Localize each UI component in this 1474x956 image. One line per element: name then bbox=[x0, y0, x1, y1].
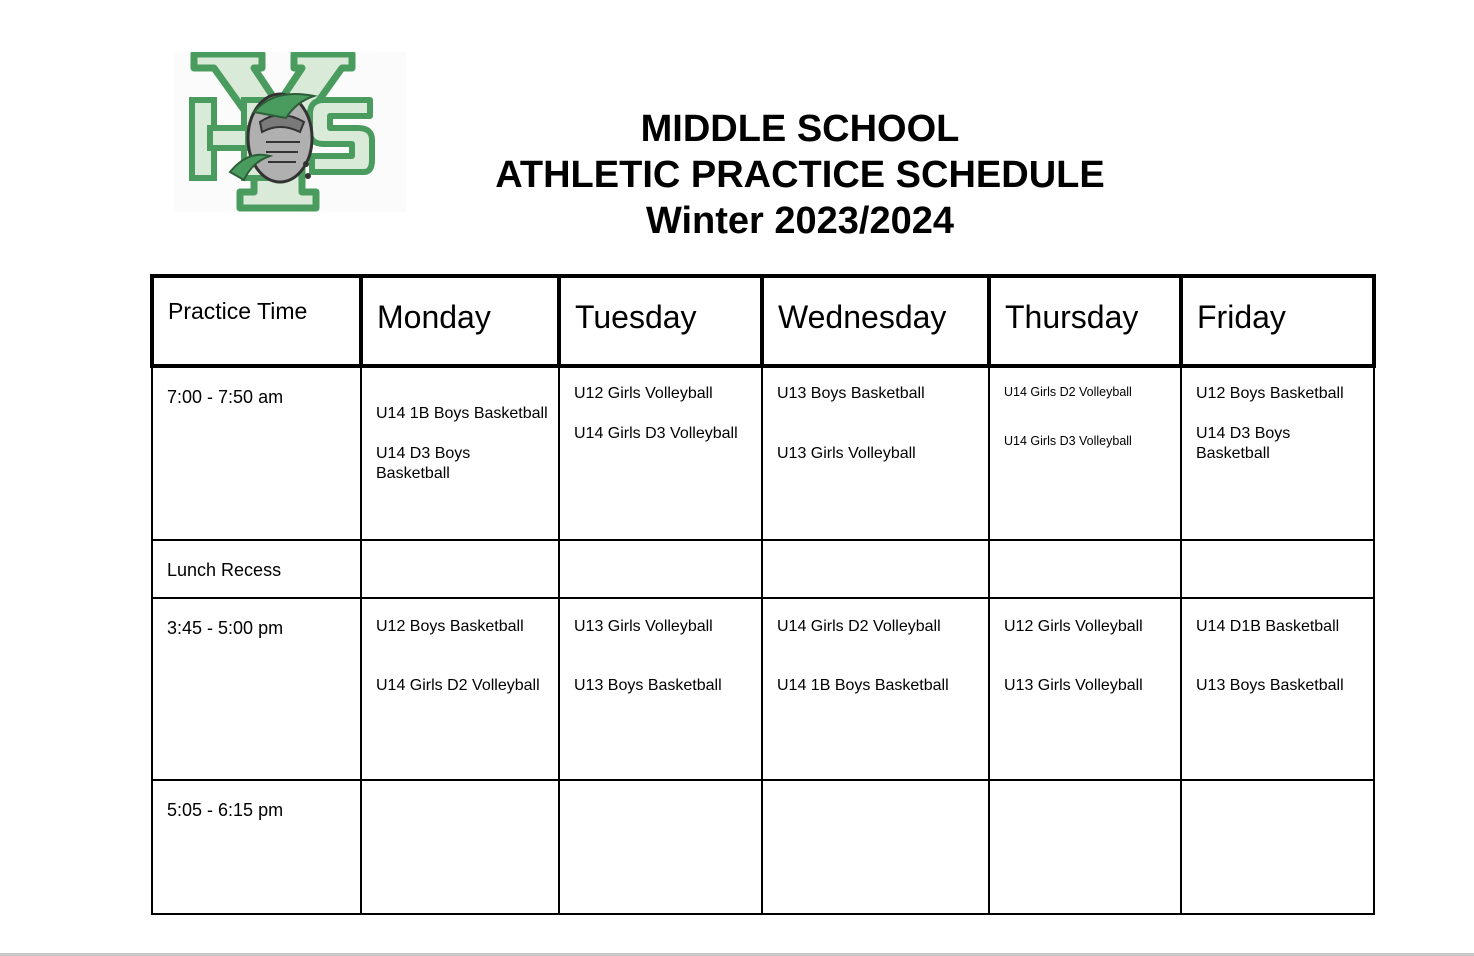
schedule-cell-thursday bbox=[989, 598, 1181, 780]
schedule-cell-monday bbox=[361, 540, 559, 598]
time-cell: 5:05 - 6:15 pm bbox=[152, 780, 361, 914]
practice-entry: U14 D3 Boys Basketball bbox=[1196, 425, 1291, 462]
page-title bbox=[440, 106, 1160, 244]
schedule-cell-tuesday bbox=[559, 780, 762, 914]
practice-entry: U14 1B Boys Basketball bbox=[376, 405, 548, 422]
header-row bbox=[152, 276, 1374, 366]
knight-crest-icon bbox=[174, 52, 406, 212]
practice-entry: U14 D3 Boys Basketball bbox=[376, 445, 471, 482]
schedule-cell-thursday bbox=[989, 780, 1181, 914]
schedule-cell-friday bbox=[1181, 780, 1374, 914]
table-row bbox=[152, 366, 1374, 540]
practice-entry: U13 Boys Basketball bbox=[1196, 677, 1344, 694]
schedule-cell-wednesday bbox=[762, 780, 989, 914]
schedule-cell-tuesday bbox=[559, 540, 762, 598]
schedule-cell-tuesday bbox=[559, 366, 762, 540]
schedule-cell-friday bbox=[1181, 366, 1374, 540]
column-header-practice-time: Practice Time bbox=[152, 276, 361, 366]
practice-schedule-table bbox=[150, 274, 1376, 915]
practice-entry: U14 Girls D3 Volleyball bbox=[1004, 434, 1132, 448]
schedule-cell-wednesday bbox=[762, 366, 989, 540]
school-logo bbox=[174, 52, 406, 212]
time-cell: 7:00 - 7:50 am bbox=[152, 366, 361, 540]
practice-entry: U14 Girls D3 Volleyball bbox=[574, 425, 738, 442]
column-header-friday: Friday bbox=[1181, 276, 1374, 366]
table-row bbox=[152, 598, 1374, 780]
practice-entry: U13 Girls Volleyball bbox=[574, 618, 713, 635]
schedule-cell-monday bbox=[361, 780, 559, 914]
schedule-cell-thursday bbox=[989, 540, 1181, 598]
practice-entry: U13 Girls Volleyball bbox=[1004, 677, 1143, 694]
column-header-thursday: Thursday bbox=[989, 276, 1181, 366]
title-line-schedule: ATHLETIC PRACTICE SCHEDULE bbox=[495, 154, 1105, 196]
practice-entry: U14 Girls D2 Volleyball bbox=[1004, 385, 1132, 399]
practice-entry: U12 Girls Volleyball bbox=[1004, 618, 1143, 635]
title-line-school: MIDDLE SCHOOL bbox=[640, 108, 960, 150]
time-cell: Lunch Recess bbox=[152, 540, 361, 598]
practice-entry: U13 Girls Volleyball bbox=[777, 445, 916, 462]
practice-entry: U14 Girls D2 Volleyball bbox=[777, 618, 941, 635]
table-row bbox=[152, 540, 1374, 598]
schedule-cell-friday bbox=[1181, 540, 1374, 598]
column-header-monday: Monday bbox=[361, 276, 559, 366]
time-cell: 3:45 - 5:00 pm bbox=[152, 598, 361, 780]
schedule-cell-monday bbox=[361, 598, 559, 780]
practice-entry: U13 Boys Basketball bbox=[777, 385, 925, 402]
practice-entry: U12 Boys Basketball bbox=[1196, 385, 1344, 402]
schedule-cell-wednesday bbox=[762, 540, 989, 598]
column-header-wednesday: Wednesday bbox=[762, 276, 989, 366]
table-row bbox=[152, 780, 1374, 914]
schedule-cell-monday bbox=[361, 366, 559, 540]
practice-entry: U14 Girls D2 Volleyball bbox=[376, 677, 540, 694]
practice-entry: U13 Boys Basketball bbox=[574, 677, 722, 694]
practice-entry: U12 Boys Basketball bbox=[376, 618, 524, 635]
column-header-tuesday: Tuesday bbox=[559, 276, 762, 366]
practice-entry: U14 D1B Basketball bbox=[1196, 618, 1340, 635]
schedule-cell-wednesday bbox=[762, 598, 989, 780]
schedule-cell-thursday bbox=[989, 366, 1181, 540]
title-line-season: Winter 2023/2024 bbox=[645, 200, 955, 242]
practice-entry: U14 1B Boys Basketball bbox=[777, 677, 949, 694]
practice-entry: U12 Girls Volleyball bbox=[574, 385, 713, 402]
schedule-cell-friday bbox=[1181, 598, 1374, 780]
schedule-cell-tuesday bbox=[559, 598, 762, 780]
